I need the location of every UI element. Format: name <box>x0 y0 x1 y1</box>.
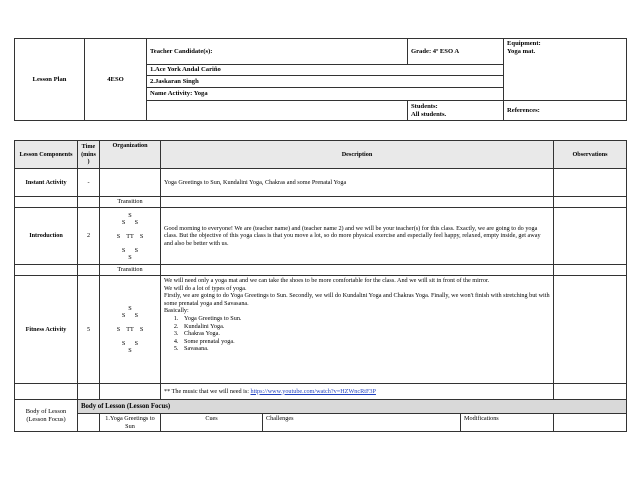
empty-cell <box>78 384 100 400</box>
list-item: 1. Yoga Greetings to Sun. <box>180 315 550 323</box>
music-link[interactable]: https://www.youtube.com/watch?v=HZWncRtF3P <box>250 387 376 395</box>
body-col-cues: Cues <box>161 414 263 432</box>
fitness-activity-row <box>15 276 627 384</box>
equipment-label: Equipment: <box>507 40 541 47</box>
org-line: S S <box>121 312 139 319</box>
org-line: S TT S <box>116 326 144 333</box>
lesson-plan-header-table <box>14 38 627 121</box>
list-item: 3. Chakras Yoga. <box>180 330 550 338</box>
body-of-lesson-label: Body of Lesson (Lesson Focus) <box>15 400 78 432</box>
empty-cell <box>161 265 554 276</box>
empty-cell <box>78 265 100 276</box>
instant-activity-row <box>15 169 627 197</box>
candidate-1: 1.Ace York Andal Cariño <box>147 65 504 76</box>
transition-row <box>15 197 627 208</box>
body-of-lesson-heading-row <box>15 400 627 414</box>
introduction-description: Good morning to everyone! We are (teacher name) and (teacher name 2) and we will be your teacher(s) for this class. Exactly, we are going to do yoga class. But the objective of this yoga class is that you move a lot, so do more physical exercise and especially feel happy, relaxed, empty inside, get away and also be better with us. <box>161 208 554 265</box>
lesson-plan-label: Lesson Plan <box>15 39 85 121</box>
org-line: S <box>128 253 132 261</box>
equipment-cell <box>504 39 627 101</box>
fitness-observations <box>554 276 627 384</box>
music-note <box>161 384 554 400</box>
introduction-time: 2 <box>78 208 100 265</box>
org-line <box>103 240 157 247</box>
instant-activity-label: Instant Activity <box>15 169 78 197</box>
level-label: 4ESO <box>85 39 147 121</box>
body-of-lesson-columns-row <box>15 414 627 432</box>
list-item: 4. Some prenatal yoga. <box>180 338 550 346</box>
list-item: 5. Savasana. <box>180 345 550 353</box>
col-observations: Observations <box>554 141 627 169</box>
transition-row <box>15 265 627 276</box>
students-cell <box>408 101 504 121</box>
name-activity: Name Activity: Yoga <box>147 88 504 101</box>
empty-cell <box>15 197 78 208</box>
empty-cell <box>100 384 161 400</box>
body-col-challenges: Challenges <box>263 414 461 432</box>
empty-cell <box>15 265 78 276</box>
equipment-value: Yoga mat. <box>507 47 536 55</box>
fitness-yoga-list <box>180 315 550 353</box>
org-line: S S <box>121 218 139 226</box>
fitness-basically-label: Basically: <box>164 307 189 315</box>
fitness-organization-diagram <box>100 276 161 384</box>
org-line: S S <box>121 246 139 254</box>
empty-cell <box>78 197 100 208</box>
fitness-description <box>161 276 554 384</box>
candidate-2: 2.Jaskaran Singh <box>147 76 504 88</box>
body-of-lesson-heading: Body of Lesson (Lesson Focus) <box>78 400 627 414</box>
body-col-modifications: Modifications <box>461 414 554 432</box>
empty-cell <box>78 414 100 432</box>
students-value: All students. <box>411 110 447 118</box>
empty-cell <box>147 101 408 121</box>
org-line: S TT S <box>116 232 144 240</box>
introduction-observations <box>554 208 627 265</box>
org-line <box>103 333 157 340</box>
org-line <box>103 319 157 326</box>
transition-label: Transition <box>100 265 161 276</box>
instant-activity-org <box>100 169 161 197</box>
fitness-activity-label: Fitness Activity <box>15 276 78 384</box>
instant-activity-time: - <box>78 169 100 197</box>
empty-cell <box>554 265 627 276</box>
empty-cell <box>161 197 554 208</box>
music-note-text: ** The music that we will need is: <box>164 387 251 395</box>
empty-cell <box>554 414 627 432</box>
transition-label: Transition <box>100 197 161 208</box>
list-item: 2. Kundalini Yoga. <box>180 323 550 331</box>
fitness-desc-text: We will need only a yoga mat and we can take the shoes to be more comfortable for the class. And we will sit in front of the mirror. <box>164 277 490 284</box>
music-row <box>15 384 627 400</box>
col-organization: Organization <box>100 141 161 169</box>
instant-activity-description: Yoga Greetings to Sun, Kundalini Yoga, Chakras and some Prenatal Yoga <box>161 169 554 197</box>
body-item-yoga-greetings: 1.Yoga Greetings to Sun <box>100 414 161 432</box>
introduction-label: Introduction <box>15 208 78 265</box>
introduction-organization-diagram <box>100 208 161 265</box>
column-header-row <box>15 141 627 169</box>
org-line: S S <box>121 340 139 347</box>
col-time: Time (mins ) <box>78 141 100 169</box>
col-components: Lesson Components <box>15 141 78 169</box>
references-label: References: <box>504 101 627 121</box>
org-line <box>103 226 157 233</box>
instant-activity-observations <box>554 169 627 197</box>
teacher-candidates-label: Teacher Candidate(s): <box>147 39 408 65</box>
col-description: Description <box>161 141 554 169</box>
students-label: Students: <box>411 102 438 110</box>
fitness-activity-time: 5 <box>78 276 100 384</box>
introduction-row <box>15 208 627 265</box>
org-line: S <box>128 347 132 354</box>
empty-cell <box>15 384 78 400</box>
lesson-components-table <box>14 140 627 432</box>
fitness-desc-text: We will do a lot of types of yoga. <box>164 284 247 292</box>
grade-label: Grade: 4º ESO A <box>408 39 504 65</box>
empty-cell <box>554 197 627 208</box>
empty-cell <box>554 384 627 400</box>
org-line: S <box>128 211 132 219</box>
fitness-desc-text: Firstly, we are going to do Yoga Greetings to Sun. Secondly, we will do Kundalini Yoga and Chakras Yoga. Finally, we won't finish with stretching but with some prenatal yoga and Savasana. <box>164 292 550 307</box>
org-line: S <box>128 305 132 312</box>
